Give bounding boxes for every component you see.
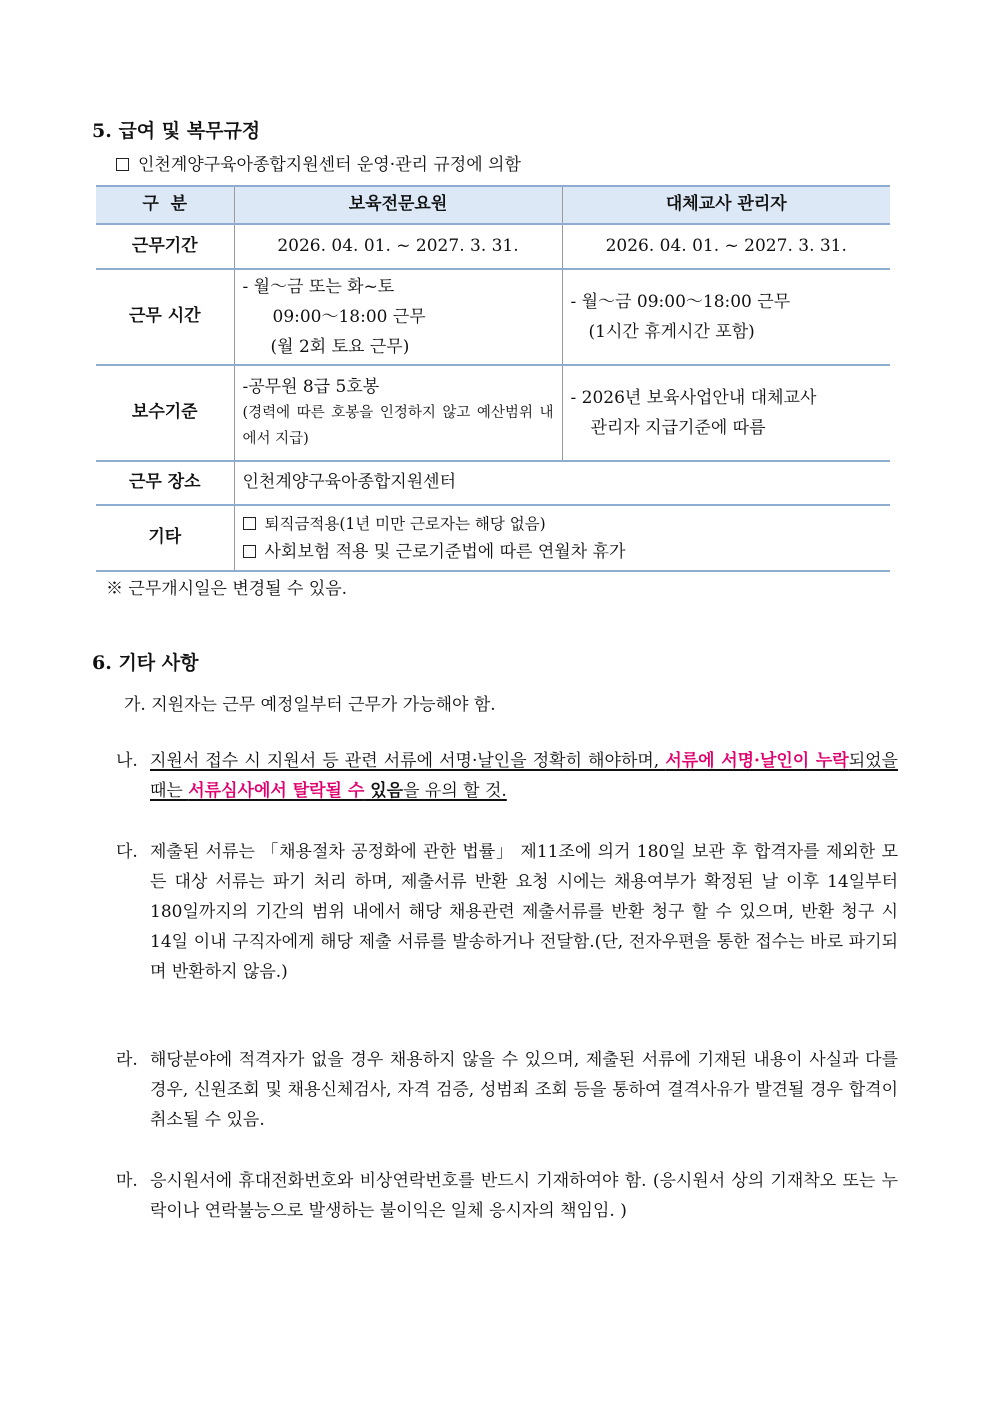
salary-rules-table bbox=[96, 185, 890, 572]
table-row-hours bbox=[96, 269, 890, 365]
item-na-part3: 되었을 때는 bbox=[150, 751, 898, 801]
item-da bbox=[116, 837, 898, 987]
etc-value bbox=[234, 505, 890, 571]
pay-manager-line2: 관리자 지급기준에 따름 bbox=[590, 418, 766, 438]
hours-manager-line2: (1시간 휴게시간 포함) bbox=[588, 322, 755, 342]
header-substitute-manager: 대체교사 관리자 bbox=[562, 186, 890, 224]
table-row-etc bbox=[96, 505, 890, 571]
section5-intro bbox=[116, 150, 521, 175]
item-da-text: 제출된 서류는 「채용절차 공정화에 관한 법률」 제11조에 의거 180일 보관 후 합격자를 제외한 모든 대상 서류는 파기 처리 하며, 제출서류 반환 요청 시에는 채용여부가 확정된 날 이후 14일부터 180일까지의 기간의 범위 내에서 해당 채용관련 제출서류를 반환 청구 할 수 있으며, 반환 청구 시 14일 이내 구직자에게 해당 제출 서류를 발송하거나 전달함.(단, 전자우편을 통한 접수는 바로 파기되며 반환하지 않음.) bbox=[150, 842, 898, 982]
hours-specialist-line1: - 월～금 또는 화~토 bbox=[242, 277, 395, 297]
item-na-label: 나. bbox=[116, 751, 138, 771]
table-row-place bbox=[96, 461, 890, 505]
item-ga-label: 가. bbox=[124, 695, 146, 715]
row-label-place: 근무 장소 bbox=[96, 461, 234, 505]
item-na-highlight-eliminated: 서류심사에서 탈락될 수 bbox=[188, 781, 365, 801]
pay-specialist-sub: (경력에 따른 호봉을 인정하지 않고 예산범위 내에서 지급) bbox=[242, 405, 554, 447]
etc-item-severance-text: 퇴직금적용(1년 미만 근로자는 해당 없음) bbox=[264, 515, 546, 533]
item-ma-label: 마. bbox=[116, 1171, 138, 1191]
etc-item-severance bbox=[243, 510, 883, 538]
hours-manager bbox=[562, 269, 890, 365]
item-ma-text: 응시원서에 휴대전화번호와 비상연락번호를 반드시 기재하여야 함. (응시원서 상의 기재착오 또는 누락이나 연락불능으로 발생하는 불이익은 일체 응시자의 책임임. ) bbox=[150, 1171, 898, 1221]
item-na-part5: 있음 bbox=[364, 781, 404, 801]
table-row-pay bbox=[96, 365, 890, 461]
period-manager: 2026. 04. 01. ~ 2027. 3. 31. bbox=[562, 224, 890, 269]
header-category: 구 분 bbox=[96, 186, 234, 224]
section6-title: 6. 기타 사항 bbox=[92, 652, 199, 674]
hours-specialist bbox=[234, 269, 562, 365]
section5-intro-text: 인천계양구육아종합지원센터 운영·관리 규정에 의함 bbox=[138, 155, 521, 175]
pay-manager-line1: - 2026년 보육사업안내 대체교사 bbox=[570, 388, 817, 408]
item-na-part6: 을 유의 할 것. bbox=[403, 781, 507, 801]
hours-specialist-line3: (월 2회 토요 근무) bbox=[270, 337, 410, 357]
row-label-pay: 보수기준 bbox=[96, 365, 234, 461]
place-value: 인천계양구육아종합지원센터 bbox=[234, 461, 890, 505]
item-ga-text: 지원자는 근무 예정일부터 근무가 가능해야 함. bbox=[151, 695, 496, 715]
section5-title: 5. 급여 및 복무규정 bbox=[92, 120, 261, 142]
item-na-part1: 지원서 접수 시 지원서 등 관련 서류에 서명·날인을 정확히 해야하며, bbox=[150, 751, 666, 771]
pay-specialist bbox=[234, 365, 562, 461]
etc-item-insurance-text: 사회보험 적용 및 근로기준법에 따른 연월차 휴가 bbox=[264, 542, 626, 562]
checkbox-square-icon bbox=[116, 158, 129, 171]
item-ma bbox=[116, 1166, 898, 1226]
table-row-period bbox=[96, 224, 890, 269]
item-da-label: 다. bbox=[116, 842, 138, 862]
row-label-hours: 근무 시간 bbox=[96, 269, 234, 365]
hours-manager-line1: - 월～금 09:00～18:00 근무 bbox=[570, 292, 791, 312]
pay-manager bbox=[562, 365, 890, 461]
checkbox-square-icon bbox=[243, 545, 256, 558]
item-na-text bbox=[150, 746, 898, 806]
period-specialist: 2026. 04. 01. ~ 2027. 3. 31. bbox=[234, 224, 562, 269]
item-na bbox=[116, 746, 898, 806]
row-label-period: 근무기간 bbox=[96, 224, 234, 269]
item-na-highlight-missing-seal: 서류에 서명·날인이 누락 bbox=[665, 751, 849, 771]
item-ga bbox=[124, 690, 496, 715]
header-childcare-specialist: 보육전문요원 bbox=[234, 186, 562, 224]
hours-specialist-line2: 09:00～18:00 근무 bbox=[272, 307, 426, 327]
table-header-row bbox=[96, 186, 890, 224]
row-label-etc: 기타 bbox=[96, 505, 234, 571]
item-ra bbox=[116, 1045, 898, 1135]
etc-item-insurance bbox=[243, 538, 883, 566]
pay-specialist-main: -공무원 8급 5호봉 bbox=[242, 377, 380, 397]
item-ra-label: 라. bbox=[116, 1050, 138, 1070]
section5-note: ※ 근무개시일은 변경될 수 있음. bbox=[106, 579, 348, 599]
item-ra-text: 해당분야에 적격자가 없을 경우 채용하지 않을 수 있으며, 제출된 서류에 기재된 내용이 사실과 다를 경우, 신원조회 및 채용신체검사, 자격 검증, 성범죄 조회 등을 통하여 결격사유가 발견될 경우 합격이 취소될 수 있음. bbox=[150, 1050, 898, 1130]
checkbox-square-icon bbox=[243, 517, 256, 530]
